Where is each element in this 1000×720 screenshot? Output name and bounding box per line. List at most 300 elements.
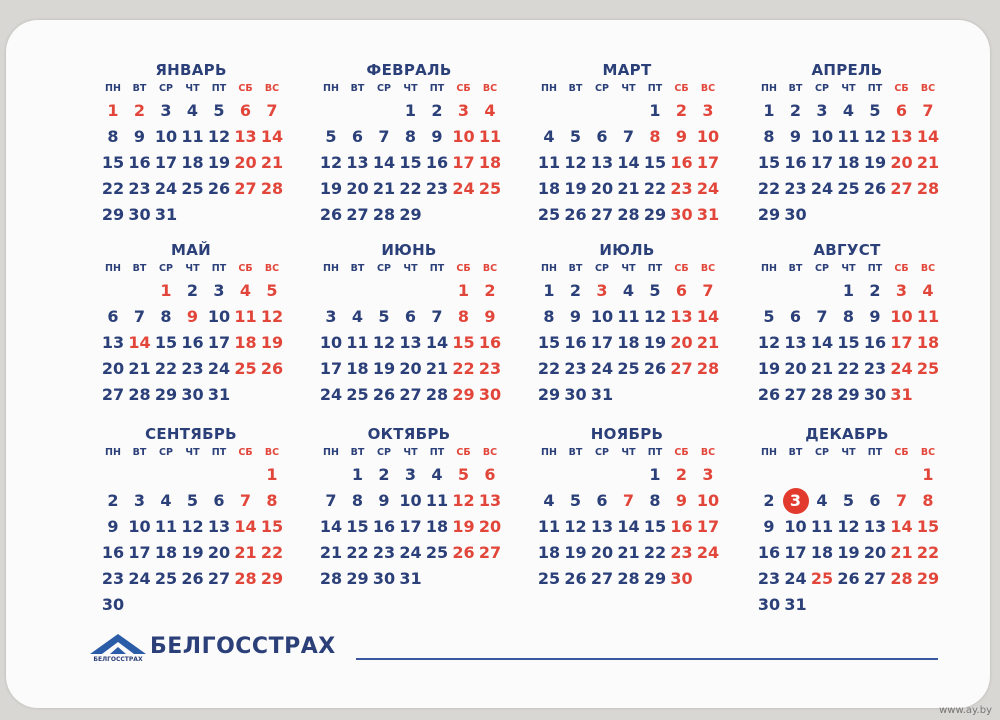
day-cell: 7 xyxy=(895,491,908,510)
day-cell: 26 xyxy=(643,359,667,378)
day-cell: 30 xyxy=(128,205,151,224)
day-cell: 9 xyxy=(378,491,390,510)
month-1 xyxy=(100,60,308,232)
weekday-label: ПТ xyxy=(647,447,663,458)
day-cell: 3 xyxy=(133,491,146,510)
weekday-label: ПН xyxy=(541,263,557,274)
day-cell: 29 xyxy=(537,385,561,404)
day-cell: 7 xyxy=(622,127,635,146)
month-2 xyxy=(318,60,526,232)
day-cell: 9 xyxy=(569,307,582,326)
day-cell: 24 xyxy=(399,543,422,562)
days-grid xyxy=(100,278,308,408)
weekday-label: СБ xyxy=(456,447,471,458)
day-cell: 9 xyxy=(484,307,496,326)
month-title: ИЮЛЬ xyxy=(599,241,655,259)
day-cell: 19 xyxy=(260,333,284,352)
weekday-label: ВТ xyxy=(568,263,583,274)
watermark: www.ay.by xyxy=(939,705,992,716)
weekday-label: СБ xyxy=(456,263,471,274)
weekday-label: ВС xyxy=(482,447,498,458)
day-cell: 9 xyxy=(133,127,146,146)
day-cell: 26 xyxy=(564,569,587,588)
day-cell: 4 xyxy=(484,101,496,120)
weekday-header xyxy=(100,446,308,460)
day-cell: 26 xyxy=(452,543,475,562)
day-cell: 24 xyxy=(207,359,231,378)
weekday-label: ПН xyxy=(323,447,339,458)
weekday-label: ПН xyxy=(761,263,777,274)
day-cell: 6 xyxy=(789,307,802,326)
days-grid xyxy=(756,278,964,408)
day-cell: 19 xyxy=(564,543,587,562)
day-cell: 28 xyxy=(617,205,640,224)
day-cell: 27 xyxy=(234,179,257,198)
day-cell: 8 xyxy=(351,491,364,510)
day-cell: 24 xyxy=(128,569,151,588)
day-cell: 18 xyxy=(837,153,860,172)
weekday-label: ВС xyxy=(920,83,936,94)
day-cell: 2 xyxy=(569,281,582,300)
day-cell: 10 xyxy=(399,491,422,510)
weekday-label: ВС xyxy=(264,263,280,274)
day-cell: 16 xyxy=(863,333,887,352)
day-cell: 15 xyxy=(757,153,781,172)
day-cell: 1 xyxy=(543,281,555,300)
day-cell: 26 xyxy=(181,569,204,588)
day-cell: 27 xyxy=(101,385,125,404)
day-cell: 2 xyxy=(484,281,496,300)
day-cell: 10 xyxy=(810,127,834,146)
day-cell: 15 xyxy=(643,153,667,172)
weekday-label: СР xyxy=(815,263,829,274)
month-title: ИЮНЬ xyxy=(381,241,437,259)
day-cell: 21 xyxy=(234,543,257,562)
weekday-label: ВС xyxy=(264,83,280,94)
day-cell: 12 xyxy=(643,307,667,326)
day-cell: 13 xyxy=(590,153,614,172)
day-cell: 31 xyxy=(207,385,231,404)
day-cell: 1 xyxy=(922,465,934,484)
weekday-label: ЧТ xyxy=(185,263,200,274)
marked-day: 3 xyxy=(783,488,809,514)
weekday-label: ПТ xyxy=(647,263,663,274)
day-cell: 19 xyxy=(372,359,396,378)
day-cell: 9 xyxy=(675,491,688,510)
days-grid xyxy=(318,462,526,592)
day-cell: 17 xyxy=(452,153,475,172)
day-cell: 8 xyxy=(107,127,119,146)
weekday-label: ЧТ xyxy=(403,83,418,94)
day-cell: 9 xyxy=(675,127,688,146)
day-cell: 11 xyxy=(478,127,502,146)
day-cell: 28 xyxy=(260,179,284,198)
month-title: ДЕКАБРЬ xyxy=(805,425,889,443)
day-cell: 1 xyxy=(649,465,661,484)
day-cell: 12 xyxy=(181,517,204,536)
weekday-label: ВС xyxy=(920,263,936,274)
day-cell: 27 xyxy=(346,205,369,224)
weekday-label: ВТ xyxy=(788,447,803,458)
day-cell: 26 xyxy=(564,205,587,224)
day-cell: 6 xyxy=(596,127,608,146)
day-cell: 3 xyxy=(404,465,417,484)
day-cell: 1 xyxy=(842,281,855,300)
day-cell: 20 xyxy=(346,179,369,198)
day-cell: 2 xyxy=(431,101,443,120)
day-cell: 15 xyxy=(346,517,369,536)
day-cell: 18 xyxy=(346,359,369,378)
weekday-label: ВТ xyxy=(350,447,365,458)
day-cell: 24 xyxy=(696,179,720,198)
day-cell: 5 xyxy=(869,101,881,120)
weekday-label: ПТ xyxy=(867,83,883,94)
day-cell: 18 xyxy=(478,153,502,172)
day-cell: 4 xyxy=(922,281,934,300)
month-title: СЕНТЯБРЬ xyxy=(145,425,237,443)
day-cell: 10 xyxy=(128,517,151,536)
day-cell: 22 xyxy=(154,359,178,378)
days-grid xyxy=(318,278,526,408)
day-cell: 31 xyxy=(890,385,913,404)
day-cell: 4 xyxy=(431,465,443,484)
day-cell: 12 xyxy=(207,127,231,146)
day-cell: 16 xyxy=(425,153,449,172)
day-cell: 16 xyxy=(757,543,781,562)
day-cell: 1 xyxy=(351,465,364,484)
day-cell: 27 xyxy=(399,385,422,404)
weekday-label: ВТ xyxy=(568,447,583,458)
weekday-label: ЧТ xyxy=(185,447,200,458)
day-cell: 15 xyxy=(537,333,561,352)
day-cell: 20 xyxy=(670,333,693,352)
days-grid xyxy=(100,98,308,228)
day-cell: 15 xyxy=(399,153,422,172)
day-cell: 7 xyxy=(431,307,443,326)
weekday-label: ЧТ xyxy=(621,263,636,274)
weekday-label: ПТ xyxy=(211,263,227,274)
day-cell: 16 xyxy=(784,153,807,172)
day-cell: 13 xyxy=(101,333,125,352)
day-cell: 1 xyxy=(457,281,470,300)
month-11 xyxy=(536,424,744,596)
weekday-label: ЧТ xyxy=(621,83,636,94)
weekday-label: ВС xyxy=(700,263,716,274)
day-cell: 7 xyxy=(622,491,635,510)
weekday-header xyxy=(318,446,526,460)
day-cell: 5 xyxy=(325,127,337,146)
day-cell: 8 xyxy=(842,307,855,326)
day-cell: 31 xyxy=(784,595,807,614)
day-cell: 25 xyxy=(346,385,369,404)
day-cell: 12 xyxy=(319,153,343,172)
day-cell: 5 xyxy=(763,307,775,326)
day-cell: 13 xyxy=(399,333,422,352)
weekday-label: ПТ xyxy=(647,83,663,94)
day-cell: 26 xyxy=(260,359,284,378)
weekday-label: СБ xyxy=(894,83,909,94)
day-cell: 31 xyxy=(696,205,720,224)
weekday-label: ВТ xyxy=(788,263,803,274)
weekday-header xyxy=(318,262,526,276)
day-cell: 18 xyxy=(810,543,834,562)
days-grid xyxy=(100,462,308,614)
day-cell: 14 xyxy=(319,517,343,536)
day-cell: 23 xyxy=(670,543,693,562)
day-cell: 7 xyxy=(922,101,934,120)
day-cell: 26 xyxy=(372,385,396,404)
day-cell: 1 xyxy=(160,281,172,300)
day-cell: 16 xyxy=(181,333,204,352)
day-cell: 24 xyxy=(810,179,834,198)
day-cell: 31 xyxy=(590,385,614,404)
weekday-label: ПН xyxy=(105,447,121,458)
day-cell: 20 xyxy=(478,517,502,536)
day-cell: 19 xyxy=(863,153,887,172)
day-cell: 19 xyxy=(319,179,343,198)
day-cell: 7 xyxy=(133,307,146,326)
day-cell: 3 xyxy=(702,101,714,120)
day-cell: 25 xyxy=(810,569,834,588)
month-12 xyxy=(756,424,964,614)
day-cell: 7 xyxy=(816,307,828,326)
day-cell: 23 xyxy=(478,359,502,378)
day-cell: 16 xyxy=(670,153,693,172)
day-cell: 24 xyxy=(319,385,343,404)
day-cell: 22 xyxy=(101,179,125,198)
weekday-label: ПТ xyxy=(867,447,883,458)
weekday-label: СР xyxy=(595,83,609,94)
day-cell: 25 xyxy=(537,205,561,224)
day-cell: 3 xyxy=(457,101,470,120)
day-cell: 9 xyxy=(431,127,443,146)
weekday-label: ЧТ xyxy=(403,447,418,458)
day-cell: 18 xyxy=(425,517,449,536)
day-cell: 1 xyxy=(107,101,119,120)
day-cell: 23 xyxy=(670,179,693,198)
day-cell: 30 xyxy=(863,385,887,404)
day-cell: 15 xyxy=(837,333,860,352)
day-cell: 12 xyxy=(863,127,887,146)
day-cell: 8 xyxy=(649,491,661,510)
weekday-label: СБ xyxy=(674,83,689,94)
day-cell: 14 xyxy=(234,517,257,536)
day-cell: 19 xyxy=(452,517,475,536)
day-cell: 27 xyxy=(590,569,614,588)
day-cell: 1 xyxy=(763,101,775,120)
day-cell: 4 xyxy=(816,491,828,510)
day-cell: 26 xyxy=(319,205,343,224)
day-cell: 13 xyxy=(863,517,887,536)
weekday-label: ПТ xyxy=(429,83,445,94)
day-cell: 6 xyxy=(484,465,496,484)
day-cell: 2 xyxy=(186,281,199,300)
day-cell: 10 xyxy=(696,127,720,146)
day-cell: 20 xyxy=(590,543,614,562)
day-cell: 7 xyxy=(239,491,252,510)
day-cell: 29 xyxy=(757,205,781,224)
day-cell: 5 xyxy=(213,101,225,120)
day-cell: 12 xyxy=(452,491,475,510)
weekday-label: ВС xyxy=(482,263,498,274)
weekday-label: ВТ xyxy=(568,83,583,94)
day-cell: 25 xyxy=(425,543,449,562)
day-cell: 10 xyxy=(154,127,178,146)
day-cell: 6 xyxy=(596,491,608,510)
day-cell: 3 xyxy=(895,281,908,300)
weekday-label: ВС xyxy=(700,83,716,94)
day-cell: 14 xyxy=(890,517,913,536)
day-cell: 24 xyxy=(784,569,807,588)
weekday-label: ПН xyxy=(761,83,777,94)
day-cell: 15 xyxy=(260,517,284,536)
day-cell: 22 xyxy=(837,359,860,378)
day-cell: 22 xyxy=(346,543,369,562)
day-cell: 5 xyxy=(649,281,661,300)
day-cell: 6 xyxy=(895,101,908,120)
day-cell: 28 xyxy=(234,569,257,588)
day-cell: 6 xyxy=(404,307,417,326)
day-cell: 15 xyxy=(452,333,475,352)
weekday-label: ПТ xyxy=(429,447,445,458)
weekday-header xyxy=(536,446,744,460)
day-cell: 21 xyxy=(810,359,834,378)
day-cell: 20 xyxy=(863,543,887,562)
day-cell: 7 xyxy=(325,491,337,510)
day-cell: 29 xyxy=(260,569,284,588)
day-cell: 28 xyxy=(372,205,396,224)
day-cell: 28 xyxy=(425,385,449,404)
day-cell: 12 xyxy=(564,517,587,536)
day-cell: 25 xyxy=(478,179,502,198)
day-cell: 5 xyxy=(842,491,855,510)
weekday-label: СБ xyxy=(894,263,909,274)
weekday-label: ВТ xyxy=(350,263,365,274)
weekday-label: СР xyxy=(815,83,829,94)
weekday-label: ПТ xyxy=(867,263,883,274)
day-cell: 13 xyxy=(890,127,913,146)
day-cell: 9 xyxy=(763,517,775,536)
day-cell: 28 xyxy=(916,179,940,198)
day-cell: 28 xyxy=(696,359,720,378)
day-cell: 11 xyxy=(537,153,561,172)
day-cell: 21 xyxy=(617,179,640,198)
day-cell: 10 xyxy=(696,491,720,510)
day-cell: 21 xyxy=(128,359,151,378)
month-title: ОКТЯБРЬ xyxy=(367,425,451,443)
day-cell: 18 xyxy=(537,543,561,562)
day-cell: 12 xyxy=(564,153,587,172)
day-cell: 22 xyxy=(643,543,667,562)
day-cell: 27 xyxy=(207,569,231,588)
day-cell: 15 xyxy=(916,517,940,536)
day-cell: 13 xyxy=(590,517,614,536)
weekday-header xyxy=(318,82,526,96)
day-cell: 4 xyxy=(622,281,635,300)
day-cell: 11 xyxy=(837,127,860,146)
day-cell: 5 xyxy=(266,281,278,300)
weekday-label: ПТ xyxy=(211,83,227,94)
day-cell: 17 xyxy=(696,153,720,172)
weekday-label: ПН xyxy=(541,83,557,94)
weekday-label: ЧТ xyxy=(841,263,856,274)
day-cell: 25 xyxy=(617,359,640,378)
day-cell: 23 xyxy=(784,179,807,198)
day-cell: 14 xyxy=(372,153,396,172)
day-cell: 4 xyxy=(351,307,364,326)
day-cell: 17 xyxy=(399,517,422,536)
weekday-label: СБ xyxy=(674,447,689,458)
day-cell: 10 xyxy=(784,517,807,536)
month-3 xyxy=(536,60,744,232)
day-cell: 16 xyxy=(670,517,693,536)
day-cell: 5 xyxy=(186,491,199,510)
day-cell: 8 xyxy=(763,127,775,146)
day-cell: 2 xyxy=(675,101,688,120)
day-cell: 29 xyxy=(399,205,422,224)
month-title: НОЯБРЬ xyxy=(590,425,664,443)
weekday-label: ПН xyxy=(541,447,557,458)
weekday-label: СБ xyxy=(238,447,253,458)
day-cell: 6 xyxy=(675,281,688,300)
weekday-label: СР xyxy=(159,263,173,274)
weekday-label: СР xyxy=(377,263,391,274)
day-cell: 26 xyxy=(863,179,887,198)
day-cell: 17 xyxy=(696,517,720,536)
day-cell: 2 xyxy=(789,101,802,120)
day-cell: 22 xyxy=(916,543,940,562)
day-cell: 21 xyxy=(916,153,940,172)
day-cell: 9 xyxy=(869,307,881,326)
day-cell: 14 xyxy=(260,127,284,146)
weekday-label: СБ xyxy=(238,263,253,274)
day-cell: 8 xyxy=(543,307,555,326)
day-cell: 2 xyxy=(675,465,688,484)
weekday-label: ПТ xyxy=(211,447,227,458)
day-cell: 26 xyxy=(757,385,781,404)
day-cell: 30 xyxy=(101,595,125,614)
day-cell: 27 xyxy=(784,385,807,404)
day-cell: 11 xyxy=(537,517,561,536)
day-cell: 3 xyxy=(213,281,225,300)
day-cell: 30 xyxy=(478,385,502,404)
day-cell: 8 xyxy=(266,491,278,510)
day-cell: 31 xyxy=(154,205,178,224)
days-grid xyxy=(536,462,744,592)
weekday-label: СР xyxy=(377,447,391,458)
day-cell: 15 xyxy=(154,333,178,352)
day-cell: 12 xyxy=(837,517,860,536)
day-cell: 16 xyxy=(128,153,151,172)
day-cell: 13 xyxy=(670,307,693,326)
day-cell: 17 xyxy=(154,153,178,172)
day-cell: 10 xyxy=(452,127,475,146)
day-cell: 8 xyxy=(160,307,172,326)
month-4 xyxy=(756,60,964,232)
day-cell: 15 xyxy=(101,153,125,172)
day-cell: 21 xyxy=(319,543,343,562)
day-cell: 25 xyxy=(181,179,204,198)
weekday-label: СБ xyxy=(456,83,471,94)
weekday-label: СР xyxy=(595,447,609,458)
day-cell: 7 xyxy=(378,127,390,146)
day-cell: 7 xyxy=(702,281,714,300)
day-cell: 30 xyxy=(670,569,693,588)
day-cell: 19 xyxy=(564,179,587,198)
mountain-logo-icon xyxy=(88,628,148,658)
day-cell: 1 xyxy=(266,465,278,484)
weekday-header xyxy=(536,82,744,96)
